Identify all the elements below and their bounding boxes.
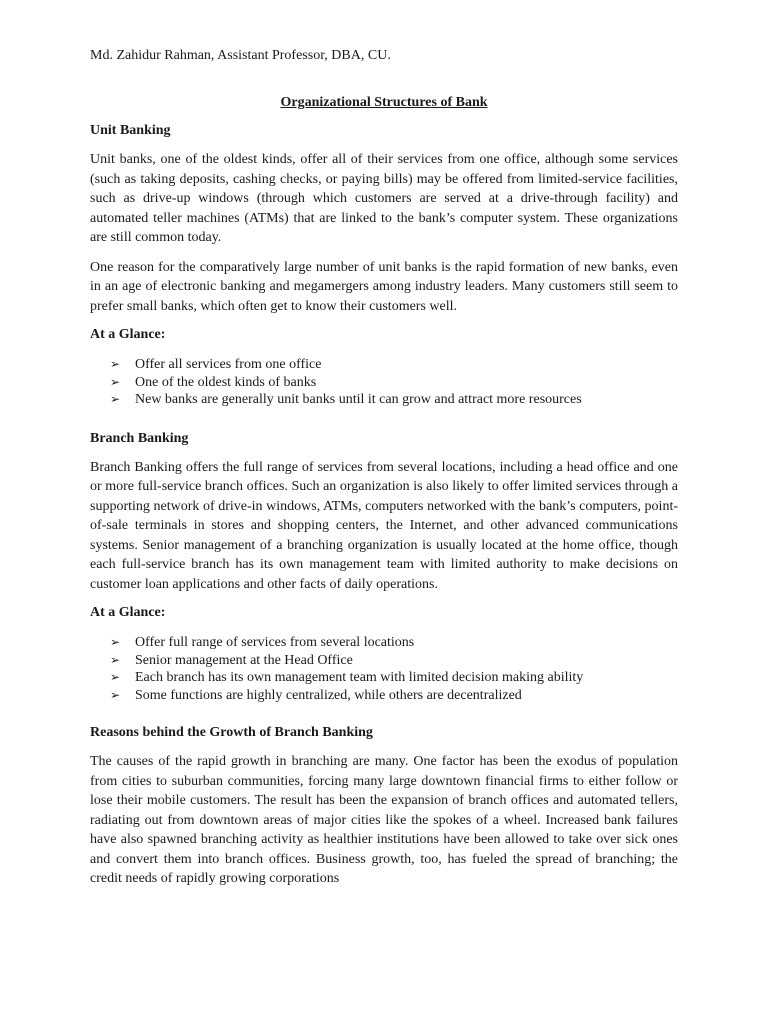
page-title: Organizational Structures of Bank — [280, 95, 488, 110]
list-item-text: One of the oldest kinds of banks — [135, 374, 317, 390]
list-item — [110, 391, 678, 409]
at-a-glance-heading: At a Glance: — [90, 327, 166, 342]
list-item-text: New banks are generally unit banks until it can grow and attract more resources — [135, 392, 582, 407]
paragraph: One reason for the comparatively large number of unit banks is the rapid formation of new banks, even in an age of electronic banking and megamergers among industry leaders. Many customers still seem to prefer small banks, which often get to know their customers well. — [90, 259, 678, 314]
bullet-list — [90, 356, 678, 409]
arrow-bullet-icon: ➢ — [110, 357, 121, 371]
list-item — [110, 356, 678, 374]
section-unit-banking — [90, 122, 678, 409]
author-header: Md. Zahidur Rahman, Assistant Professor, DBA, CU. — [90, 48, 391, 63]
list-item-text: Senior management at the Head Office — [135, 652, 353, 668]
list-item-text: Offer full range of services from several locations — [135, 635, 415, 650]
list-item — [110, 687, 678, 705]
list-item — [110, 634, 678, 652]
arrow-bullet-icon: ➢ — [110, 392, 121, 406]
list-item-text: Each branch has its own management team with limited decision making ability — [135, 670, 584, 685]
section-branch-banking — [90, 430, 678, 705]
arrow-bullet-icon: ➢ — [110, 374, 121, 389]
paragraph: Unit banks, one of the oldest kinds, offer all of their services from one office, although some services (such as taking deposits, cashing checks, or paying bills) may be offered from limited-service facilities, such as drive-up windows (through which customers are served at a drive-through facility) and automated teller machines (ATMs) that are linked to the bank’s computer system. These organizations are still common today. — [90, 152, 678, 245]
paragraph: Branch Banking offers the full range of services from several locations, including a head office and one or more full-service branch offices. Such an organization is also likely to offer limited services through a supporting network of drive-in windows, ATMs, computers networked with the bank’s computers, point-of-sale terminals in stores and shopping centers, the Internet, and other advanced communications systems. Senior management of a branching organization is usually located at the home office, though each full-service branch has its own management team with limited authority to make decisions on customer loan applications and other facts of daily operations. — [90, 459, 678, 592]
list-item — [110, 374, 678, 392]
section-heading-branch-banking: Branch Banking — [90, 430, 189, 446]
arrow-bullet-icon: ➢ — [110, 687, 121, 702]
document-body — [90, 122, 678, 899]
bullet-list — [90, 634, 678, 704]
arrow-bullet-icon: ➢ — [110, 635, 121, 649]
list-item-text: Some functions are highly centralized, while others are decentralized — [135, 687, 522, 703]
list-item — [110, 652, 678, 670]
section-heading-unit-banking: Unit Banking — [90, 123, 171, 138]
arrow-bullet-icon: ➢ — [110, 670, 121, 684]
at-a-glance-heading: At a Glance: — [90, 605, 166, 620]
list-item — [110, 669, 678, 687]
section-heading-growth: Reasons behind the Growth of Branch Banking — [90, 725, 373, 740]
section-growth — [90, 724, 678, 889]
paragraph: The causes of the rapid growth in branching are many. One factor has been the exodus of population from cities to suburban communities, forcing many large downtown financial firms to either follow or lose their mobile customers. The result has been the expansion of branch offices and automated tellers, radiating out from downtown areas of major cities like the spokes of a wheel. Increased bank failures have also spawned branching activity as healthier institutions have been allowed to take over sick ones and convert them into branch offices. Business growth, too, has fueled the spread of branching; the credit needs of rapidly growing corporations — [90, 754, 678, 886]
list-item-text: Offer all services from one office — [135, 357, 322, 372]
arrow-bullet-icon: ➢ — [110, 652, 121, 667]
